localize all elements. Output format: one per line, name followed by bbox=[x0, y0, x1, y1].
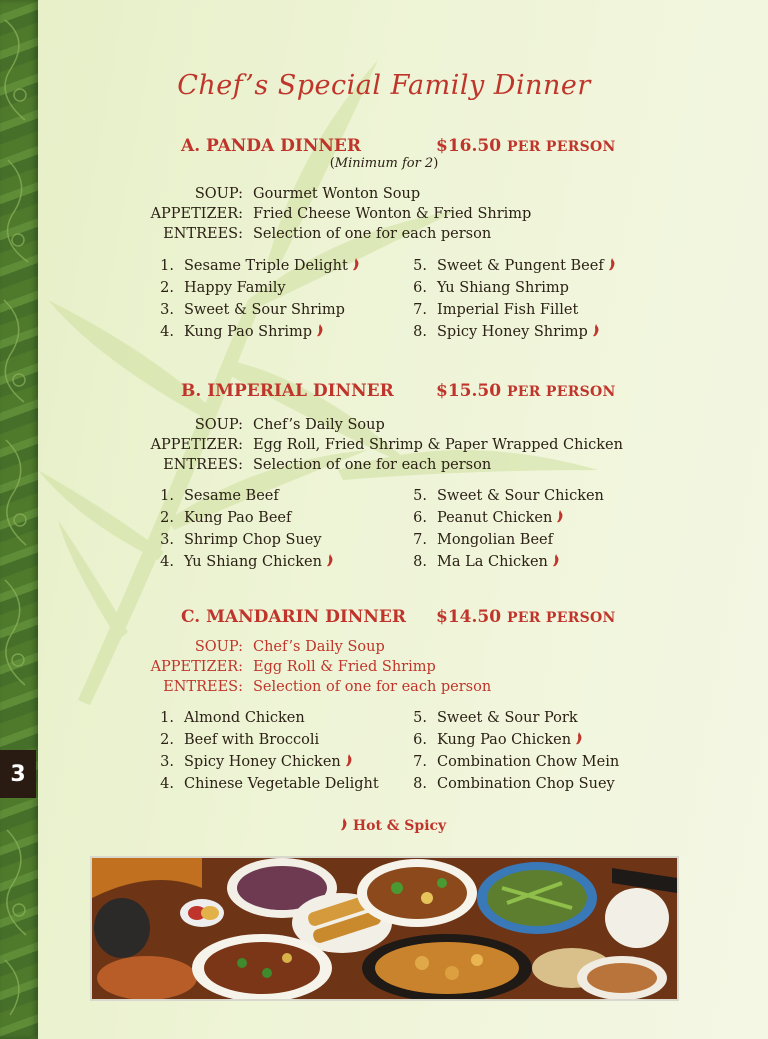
section-b-price-amount: $15.50 bbox=[436, 381, 502, 401]
section-a-price bbox=[436, 136, 616, 156]
section-c-entrees: Selection of one for each person bbox=[253, 679, 492, 695]
section-b-appetizer-label: APPETIZER: bbox=[150, 437, 243, 453]
chili-pepper-icon bbox=[575, 732, 583, 745]
item-name: Imperial Fish Fillet bbox=[437, 302, 579, 318]
section-a-minimum: (Minimum for 2) bbox=[329, 156, 439, 171]
chili-pepper-icon bbox=[326, 554, 334, 567]
food-platter-illustration bbox=[92, 858, 677, 999]
menu-item bbox=[150, 488, 279, 504]
menu-item bbox=[403, 488, 604, 504]
item-number: 5. bbox=[413, 488, 427, 504]
menu-item bbox=[403, 776, 615, 792]
item-number: 4. bbox=[160, 324, 174, 340]
menu-item bbox=[403, 754, 619, 770]
item-name: Almond Chicken bbox=[184, 710, 305, 726]
chili-pepper-icon bbox=[345, 754, 353, 767]
item-number: 5. bbox=[413, 710, 427, 726]
section-a-appetizer-label: APPETIZER: bbox=[150, 206, 243, 222]
item-name: Combination Chow Mein bbox=[437, 754, 620, 770]
section-a-minimum-text: Minimum for 2 bbox=[334, 156, 434, 171]
menu-item bbox=[150, 776, 379, 792]
item-number: 8. bbox=[413, 554, 427, 570]
section-a-entrees: Selection of one for each person bbox=[253, 226, 492, 242]
item-name: Ma La Chicken bbox=[437, 554, 548, 570]
item-number: 1. bbox=[160, 710, 174, 726]
item-number: 6. bbox=[413, 280, 427, 296]
section-a-entrees-label: ENTREES: bbox=[163, 226, 243, 242]
item-number: 3. bbox=[160, 532, 174, 548]
item-name: Sesame Triple Delight bbox=[184, 258, 348, 274]
item-name: Happy Family bbox=[184, 280, 286, 296]
item-name: Yu Shiang Shrimp bbox=[437, 280, 569, 296]
section-a-price-amount: $16.50 bbox=[436, 136, 502, 156]
section-c-soup-label: SOUP: bbox=[194, 639, 243, 655]
section-b-price-unit: PER PERSON bbox=[506, 384, 616, 400]
chili-pepper-icon bbox=[556, 510, 564, 523]
section-c-price bbox=[436, 607, 616, 627]
menu-item bbox=[403, 532, 553, 548]
menu-item bbox=[403, 258, 616, 274]
menu-item bbox=[403, 732, 583, 748]
section-b-price bbox=[436, 381, 616, 401]
menu-item bbox=[150, 754, 353, 770]
section-c-price-amount: $14.50 bbox=[436, 607, 502, 627]
section-c-heading: C. MANDARIN DINNER bbox=[181, 607, 406, 627]
section-a-appetizer: Fried Cheese Wonton & Fried Shrimp bbox=[253, 206, 532, 222]
section-c-entrees-label: ENTREES: bbox=[163, 679, 243, 695]
item-name: Spicy Honey Chicken bbox=[184, 754, 341, 770]
item-number: 8. bbox=[413, 324, 427, 340]
item-number: 4. bbox=[160, 776, 174, 792]
page-title: Chef’s Special Family Dinner bbox=[177, 70, 591, 101]
section-c-price-unit: PER PERSON bbox=[506, 610, 616, 626]
item-name: Mongolian Beef bbox=[437, 532, 553, 548]
section-c-soup: Chef’s Daily Soup bbox=[253, 639, 385, 655]
item-number: 2. bbox=[160, 510, 174, 526]
menu-item bbox=[150, 510, 291, 526]
item-number: 7. bbox=[413, 754, 427, 770]
chili-pepper-icon bbox=[316, 324, 324, 337]
item-name: Peanut Chicken bbox=[437, 510, 553, 526]
item-number: 6. bbox=[413, 510, 427, 526]
menu-item bbox=[150, 732, 319, 748]
section-a-heading: A. PANDA DINNER bbox=[181, 136, 362, 156]
item-number: 5. bbox=[413, 258, 427, 274]
item-number: 6. bbox=[413, 732, 427, 748]
item-number: 3. bbox=[160, 754, 174, 770]
section-b-heading: B. IMPERIAL DINNER bbox=[181, 381, 394, 401]
menu-item bbox=[403, 710, 578, 726]
menu-item bbox=[403, 510, 564, 526]
item-name: Kung Pao Shrimp bbox=[184, 324, 313, 340]
item-name: Kung Pao Chicken bbox=[437, 732, 572, 748]
menu-item bbox=[150, 302, 345, 318]
section-c-appetizer: Egg Roll & Fried Shrimp bbox=[253, 659, 436, 675]
menu-item bbox=[403, 554, 560, 570]
section-b-entrees: Selection of one for each person bbox=[253, 457, 492, 473]
menu-item bbox=[150, 532, 322, 548]
chili-pepper-icon bbox=[552, 554, 560, 567]
item-number: 7. bbox=[413, 532, 427, 548]
item-name: Chinese Vegetable Delight bbox=[184, 776, 379, 792]
menu-item bbox=[150, 258, 360, 274]
section-b-entrees-label: ENTREES: bbox=[163, 457, 243, 473]
item-number: 2. bbox=[160, 280, 174, 296]
chili-pepper-icon bbox=[352, 258, 360, 271]
item-number: 8. bbox=[413, 776, 427, 792]
spicy-legend bbox=[336, 818, 446, 834]
item-name: Combination Chop Suey bbox=[437, 776, 615, 792]
menu-item bbox=[403, 280, 569, 296]
item-number: 2. bbox=[160, 732, 174, 748]
item-number: 4. bbox=[160, 554, 174, 570]
item-name: Sweet & Sour Shrimp bbox=[184, 302, 345, 318]
chili-pepper-icon bbox=[608, 258, 616, 271]
section-b-soup-label: SOUP: bbox=[194, 417, 243, 433]
section-b-soup: Chef’s Daily Soup bbox=[253, 417, 385, 433]
section-b-appetizer: Egg Roll, Fried Shrimp & Paper Wrapped Chicken bbox=[253, 437, 623, 453]
page-number: 3 bbox=[0, 750, 36, 798]
menu-item bbox=[150, 710, 305, 726]
spicy-legend-label: Hot & Spicy bbox=[352, 818, 447, 834]
item-name: Sesame Beef bbox=[184, 488, 279, 504]
item-name: Sweet & Pungent Beef bbox=[437, 258, 604, 274]
chili-pepper-icon bbox=[340, 818, 348, 831]
section-a-soup: Gourmet Wonton Soup bbox=[253, 186, 421, 202]
item-number: 3. bbox=[160, 302, 174, 318]
chili-pepper-icon bbox=[592, 324, 600, 337]
menu-item bbox=[403, 324, 600, 340]
menu-item bbox=[150, 554, 334, 570]
section-a-soup-label: SOUP: bbox=[194, 186, 243, 202]
item-name: Spicy Honey Shrimp bbox=[437, 324, 588, 340]
item-number: 7. bbox=[413, 302, 427, 318]
section-a-price-unit: PER PERSON bbox=[506, 139, 616, 155]
item-name: Kung Pao Beef bbox=[184, 510, 292, 526]
item-name: Sweet & Sour Pork bbox=[437, 710, 578, 726]
item-name: Sweet & Sour Chicken bbox=[437, 488, 604, 504]
item-number: 1. bbox=[160, 258, 174, 274]
item-name: Yu Shiang Chicken bbox=[184, 554, 322, 570]
menu-item bbox=[150, 324, 324, 340]
section-c-appetizer-label: APPETIZER: bbox=[150, 659, 243, 675]
menu-item bbox=[403, 302, 578, 318]
item-number: 1. bbox=[160, 488, 174, 504]
menu-item bbox=[150, 280, 286, 296]
item-name: Shrimp Chop Suey bbox=[184, 532, 322, 548]
item-name: Beef with Broccoli bbox=[184, 732, 320, 748]
food-photo bbox=[90, 856, 679, 1001]
